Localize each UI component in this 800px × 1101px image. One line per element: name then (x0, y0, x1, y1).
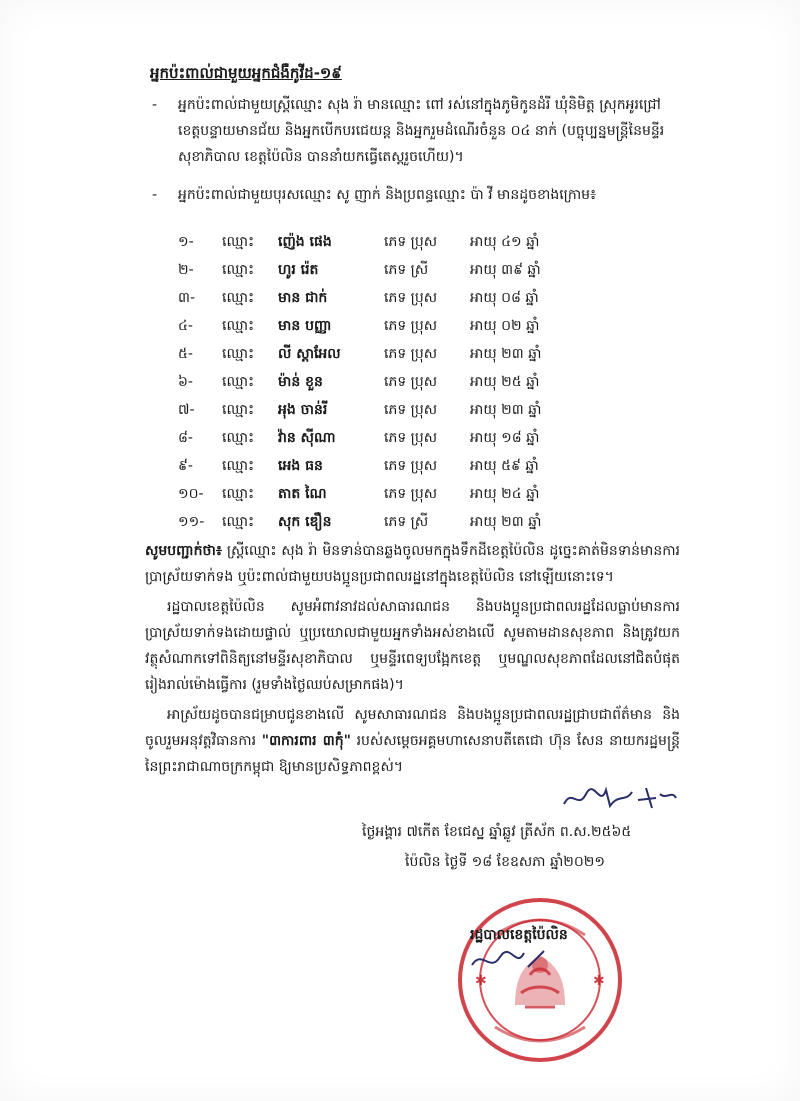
svg-text:✱: ✱ (475, 973, 487, 989)
contact-row (178, 396, 590, 424)
row-name: មាន បញ្ញា (278, 317, 332, 334)
contact-row (178, 228, 590, 256)
contact-row (178, 424, 590, 452)
closing-text-start: អាស្រ័យដូចបានជម្រាបជូនខាងលើ សូមសាធារណជន និងបងប្អូនប្រជាពលរដ្ឋជ្រាបជាព័ត៌មាន និងចូលរួមអនុវត្តវិធានការ (145, 707, 680, 749)
row-age: អាយុ ២៣ ឆ្នាំ (470, 401, 542, 418)
row-name: ហូរ រ៉េត (278, 261, 319, 278)
contact-case-paragraph-1: អ្នកប៉ះពាល់ជាមួយស្ត្រីឈ្មោះ សុង រ៉ា មានឈ្មោះ ពៅ រស់នៅក្នុងភូមិកូនដំរី ឃុំនិមិត្ត ស្រុកអូរជ្រៅ ខេត្តបន្ទាយមានជ័យ និងអ្នកបើកបរជេយន្ត និងអ្នករួមដំណើរចំនួន ០៤ នាក់ (បច្ចុប្បន្នមន្ត្រីនៃមន្ទីរសុខាភិបាល ខេត្តប៉ៃលិន បាននាំយកធ្វើតេស្តរួចហើយ)។ (178, 97, 665, 165)
row-name-label: ឈ្មោះ (222, 485, 255, 502)
row-number: ៣- (178, 289, 196, 306)
row-number: ៩- (178, 457, 193, 474)
row-number: ២- (178, 261, 194, 278)
row-name-label: ឈ្មោះ (222, 289, 255, 306)
row-sex: ភេទ ប្រុស (384, 233, 438, 250)
row-name: ញ៉េង ផេង (278, 233, 332, 250)
contact-row (178, 452, 590, 480)
row-name-label: ឈ្មោះ (222, 317, 255, 334)
row-name-label: ឈ្មោះ (222, 457, 255, 474)
signature-scribble-icon (560, 780, 680, 820)
row-number: ៤- (178, 317, 193, 334)
row-name-label: ឈ្មោះ (222, 513, 255, 530)
row-sex: ភេទ ប្រុស (384, 401, 438, 418)
row-sex: ភេទ ប្រុស (384, 373, 438, 390)
contacts-table (178, 228, 590, 536)
row-age: អាយុ ៣៩ ឆ្នាំ (470, 261, 541, 278)
row-name: តាត ណៃ (278, 485, 327, 502)
signatory-title: រដ្ឋបាលខេត្តប៉ៃលិន (470, 927, 568, 943)
note-text: ស្ត្រីឈ្មោះ សុង រ៉ា មិនទាន់បានឆ្លងចូលមកក្នុងទឹកដីខេត្តប៉ៃលិន ដូច្នេះគាត់មិនទាន់មានការប្រាស្រ័យទាក់ទង ឬប៉ះពាល់ជាមួយបងប្អូនប្រជាពលរដ្ឋនៅក្នុងខេត្តប៉ៃលិន នៅឡើយនោះទេ។ (145, 543, 680, 585)
row-sex: ភេទ ប្រុស (384, 289, 438, 306)
section-heading: អ្នកប៉ះពាល់ជាមួយអ្នកជំងឺកូវីដ-១៩ (150, 64, 342, 82)
row-number: ១- (178, 233, 194, 250)
row-number: ៨- (178, 429, 193, 446)
contact-row (178, 312, 590, 340)
row-number: ៦- (178, 373, 193, 390)
row-age: អាយុ ២៣ ឆ្នាំ (470, 513, 542, 530)
row-name-label: ឈ្មោះ (222, 429, 255, 446)
row-number: ៧- (178, 401, 195, 418)
row-age: អាយុ ០២ ឆ្នាំ (470, 317, 540, 334)
row-age: អាយុ ២៣ ឆ្នាំ (470, 345, 542, 362)
row-age: អាយុ ៤១ ឆ្នាំ (470, 233, 540, 250)
row-name: អេង ធន (278, 457, 323, 474)
contact-row (178, 508, 590, 536)
row-age: អាយុ ២៥ ឆ្នាំ (470, 373, 540, 390)
note-paragraph (145, 538, 680, 590)
row-number: ៥- (178, 345, 193, 362)
bullet-marker: - (152, 187, 158, 203)
row-age: អាយុ ០៨ ឆ្នាំ (470, 289, 539, 306)
row-sex: ភេទ ស្រី (384, 513, 429, 530)
svg-text:✱: ✱ (593, 973, 605, 989)
row-sex: ភេទ ប្រុស (384, 317, 438, 334)
row-age: អាយុ ៥៩ ឆ្នាំ (470, 457, 539, 474)
appeal-paragraph: រដ្ឋបាលខេត្តប៉ៃលិន សូមអំពាវនាវដល់សាធារណជន និងបងប្អូនប្រជាពលរដ្ឋដែលធ្លាប់មានការប្រាស្រ័យទាក់ទងដោយផ្ទាល់ ឬប្រយោលជាមួយអ្នកទាំងអស់ខាងលើ សូមតាមដានសុខភាព និងត្រូវយកវត្ថុសំណាកទៅពិនិត្យនៅមន្ទីរសុខាភិបាល ឬមន្ទីរពេទ្យបង្អែកខេត្ត ឬមណ្ឌលសុខភាពដែលនៅជិតបំផុត រៀងរាល់ម៉ោងធ្វើការ (រួមទាំងថ្ងៃឈប់សម្រាកផង)។ (145, 599, 680, 693)
closing-paragraph (145, 702, 680, 780)
lunar-date: ថ្ងៃអង្គារ ៧កើត ខែជេស្ឋ ឆ្នាំឆ្លូវ ត្រីស័ក ព.ស.២៥៦៥ (362, 824, 632, 840)
row-number: ១០- (178, 485, 204, 502)
row-name: សុក ឌឿន (278, 513, 332, 530)
closing-text-end: ឱ្យមានប្រសិទ្ធភាពខ្ពស់។ (278, 759, 404, 775)
contact-row (178, 284, 590, 312)
row-sex: ភេទ ប្រុស (384, 485, 438, 502)
row-sex: ភេទ ស្រី (384, 261, 429, 278)
row-name: លី ស្ដាអែល (278, 345, 341, 362)
closing-text-middle: របស់សម្តេចអគ្គមហាសេនាបតីតេជោ ហ៊ុន សែន នាយករដ្ឋមន្ត្រី នៃព្រះរាជាណាចក្រកម្ពុជា (145, 733, 680, 775)
row-number: ១១- (178, 513, 205, 530)
contact-row (178, 340, 590, 368)
row-name-label: ឈ្មោះ (222, 345, 255, 362)
signature-icon (468, 945, 548, 979)
row-name: វ៉ាន ស៊ីណា (278, 429, 336, 446)
row-sex: ភេទ ប្រុស (384, 457, 438, 474)
row-age: អាយុ ២៤ ឆ្នាំ (470, 485, 540, 502)
row-age: អាយុ ១៨ ឆ្នាំ (470, 429, 540, 446)
contact-row (178, 256, 590, 284)
row-name-label: ឈ្មោះ (222, 401, 255, 418)
row-name: មាន ជាក់ (278, 289, 328, 306)
contact-row (178, 480, 590, 508)
row-sex: ភេទ ប្រុស (384, 429, 438, 446)
solar-date: ប៉ៃលិន ថ្ងៃទី ១៨ ខែឧសភា ឆ្នាំ២០២១ (405, 854, 605, 870)
row-name-label: ឈ្មោះ (222, 373, 255, 390)
row-name: អុង ចាន់រី (278, 401, 328, 418)
row-name: ម៉ាន់ ខួន (278, 373, 323, 390)
row-name-label: ឈ្មោះ (222, 233, 255, 250)
closing-text-measures: "៣ការពារ ៣កុំ" (261, 733, 351, 749)
provincial-seal-icon (455, 895, 625, 1069)
row-name-label: ឈ្មោះ (222, 261, 255, 278)
row-sex: ភេទ ប្រុស (384, 345, 438, 362)
note-label: សូមបញ្ជាក់ថា៖ (145, 543, 222, 559)
contact-row (178, 368, 590, 396)
contact-case-paragraph-2: អ្នកប៉ះពាល់ជាមួយបុរសឈ្មោះ សូ ញាក់ និងប្រពន្ធឈ្មោះ ប៉ា វី មានដូចខាងក្រោម៖ (178, 187, 597, 203)
bullet-marker: - (152, 97, 158, 113)
